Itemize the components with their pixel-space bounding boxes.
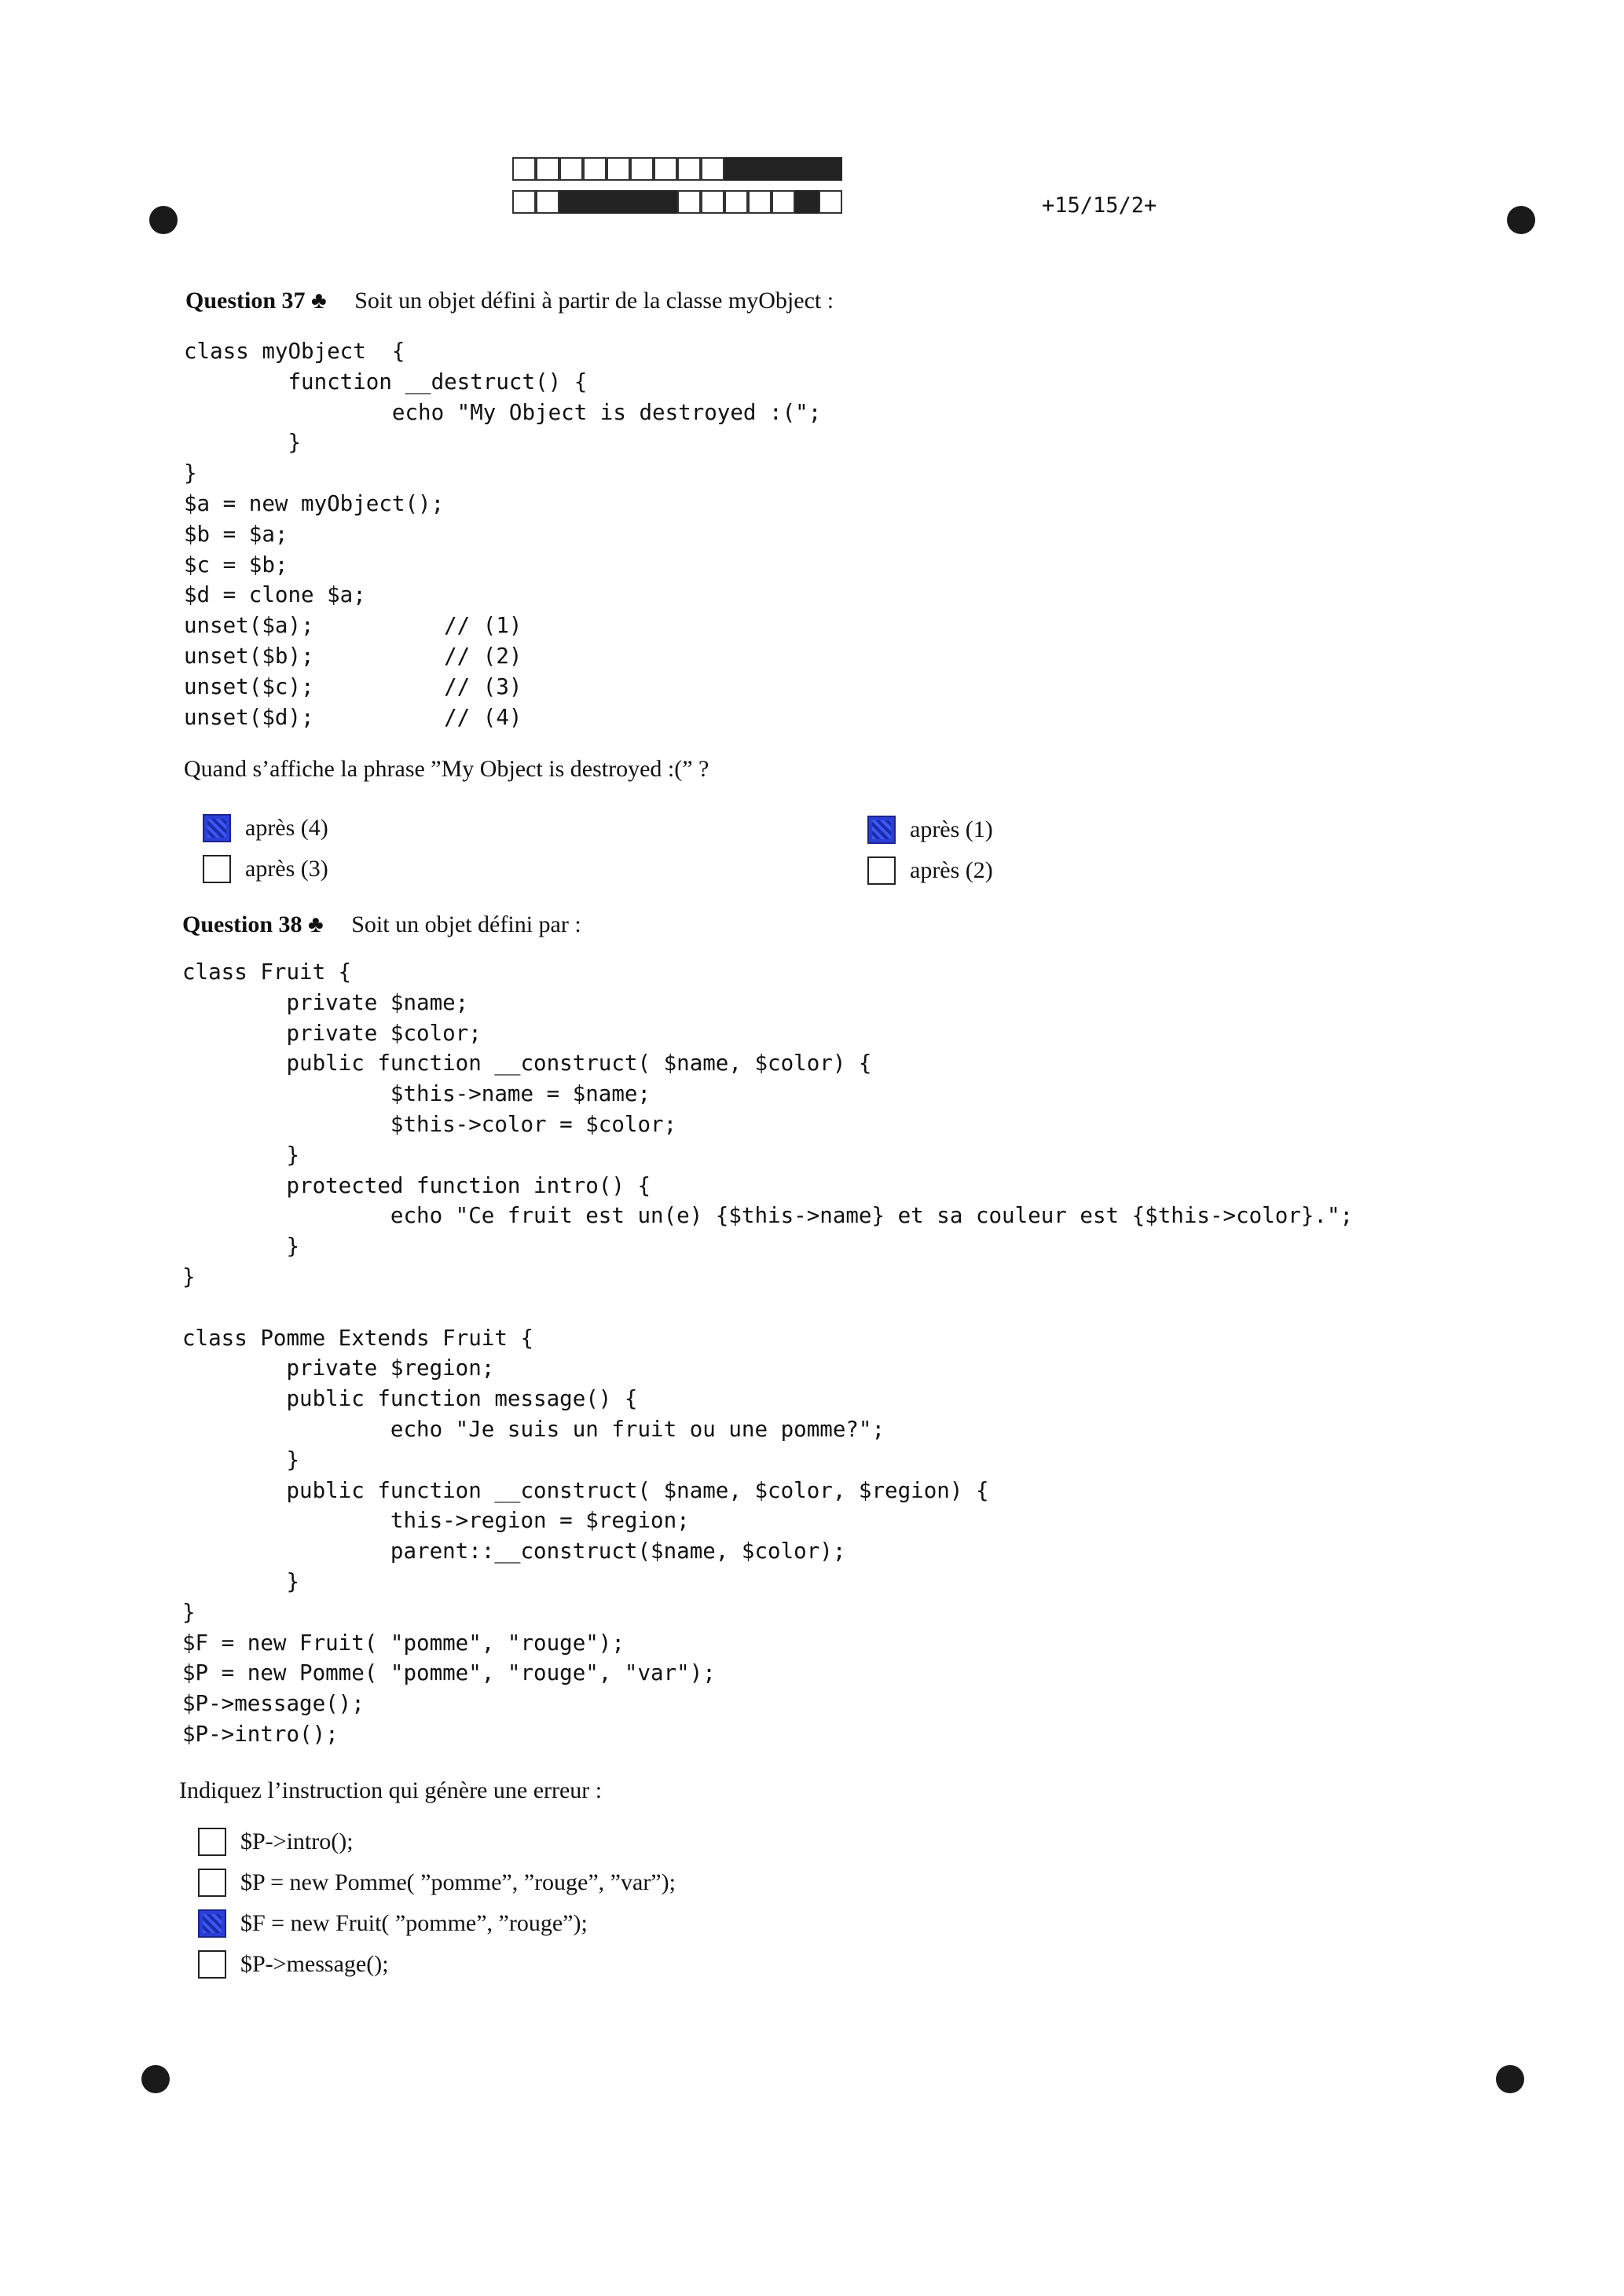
q38-option-4-checkbox[interactable] [198,1950,226,1979]
question-38-prompt: Indiquez l’instruction qui génère une erreur : [179,1777,603,1803]
club-icon: ♣ [308,911,324,937]
q38-option-1-label: $P->intro(); [240,1828,354,1854]
q37-option-2-checkbox[interactable] [203,855,231,883]
q38-option-1[interactable] [198,1828,354,1856]
barcode-cell [677,157,701,181]
registration-mark-top-right [1507,206,1535,234]
q38-option-1-checkbox[interactable] [198,1828,226,1856]
q38-option-3[interactable] [198,1909,588,1938]
q38-option-4-label: $P->message(); [240,1951,389,1977]
q37-option-2-label: après (3) [245,856,328,882]
barcode-cell [607,190,630,214]
barcode-cell [724,157,748,181]
barcode-cell [819,190,842,214]
barcode-cell [583,157,607,181]
barcode-cell [654,190,677,214]
q37-option-1-label: après (4) [245,815,328,841]
q37-option-1[interactable] [203,814,328,842]
barcode-row-1 [512,157,842,181]
barcode-cell [536,190,559,214]
barcode-cell [748,190,772,214]
barcode-cell [819,157,842,181]
q38-option-2-checkbox[interactable] [198,1869,226,1897]
question-37-intro: Soit un objet défini à partir de la classe myObject : [354,288,834,314]
barcode-cell [536,157,559,181]
q37-option-4[interactable] [867,856,993,885]
barcode-cell [677,190,701,214]
q37-option-3[interactable] [867,816,993,844]
barcode-cell [795,157,819,181]
q37-option-3-label: après (1) [910,816,993,842]
q38-option-3-checkbox[interactable] [198,1909,226,1938]
q37-option-4-label: après (2) [910,857,993,883]
q37-option-1-checkbox[interactable] [203,814,231,842]
q37-option-3-checkbox[interactable] [867,816,896,844]
registration-mark-bottom-left [141,2065,170,2093]
barcode-cell [772,190,795,214]
barcode-cell [512,157,536,181]
question-37-code: class myObject { function __destruct() { echo "My Object is destroyed :("; } } $a = new myObject(); $b = $a; $c = $b; $d = clone $a; unset($a); // (1) unset($b); // (2) unset($c); // (3) unset($d); // (4) [184,339,822,730]
q38-option-4[interactable] [198,1950,389,1979]
question-38-title [182,911,581,938]
barcode-cell [559,190,583,214]
question-38-intro: Soit un objet défini par : [351,911,581,937]
q38-option-2-label: $P = new Pomme( ”pomme”, ”rouge”, ”var”); [240,1869,676,1895]
barcode-cell [583,190,607,214]
registration-mark-top-left [149,206,178,234]
registration-mark-bottom-right [1496,2065,1524,2093]
question-37-number: Question 37 [185,288,306,314]
barcode-cell [772,157,795,181]
barcode-cell [512,190,536,214]
barcode-cell [654,157,677,181]
barcode-cell [701,190,724,214]
page-id: +15/15/2+ [1042,193,1157,218]
club-icon: ♣ [311,288,327,314]
barcode-cell [724,190,748,214]
question-37-prompt: Quand s’affiche la phrase ”My Object is destroyed :(” ? [184,756,709,782]
barcode-cell [630,157,654,181]
barcode-cell [559,157,583,181]
question-38-code: class Fruit { private $name; private $color; public function __construct( $name, $color) { $this->name = $name; $this->color = $color; } protected function intro() { echo "Ce fruit est un(e) {$this->name} et sa couleur est {$this->color}."; } } class Pomme Extends Fruit { private $region; public function message() { echo "Je suis un fruit ou une pomme?"; } public function __construct( $name, $color, $region) { this->region = $region; parent::__construct($name, $color); } } $F = new Fruit( "pomme", "rouge"); $P = new Pomme( "pomme", "rouge", "var"); $P->message(); $P->intro(); [182,959,1354,1747]
question-38-number: Question 38 [182,911,302,937]
q38-option-3-label: $F = new Fruit( ”pomme”, ”rouge”); [240,1910,588,1936]
barcode-cell [630,190,654,214]
barcode-cell [607,157,630,181]
barcode-cell [795,190,819,214]
barcode-cell [748,157,772,181]
q38-option-2[interactable] [198,1869,676,1897]
q37-option-2[interactable] [203,855,328,883]
barcode-cell [701,157,724,181]
page-barcode [512,157,842,223]
barcode-row-2 [512,190,842,214]
q37-option-4-checkbox[interactable] [867,856,896,885]
question-37-title [185,288,834,314]
